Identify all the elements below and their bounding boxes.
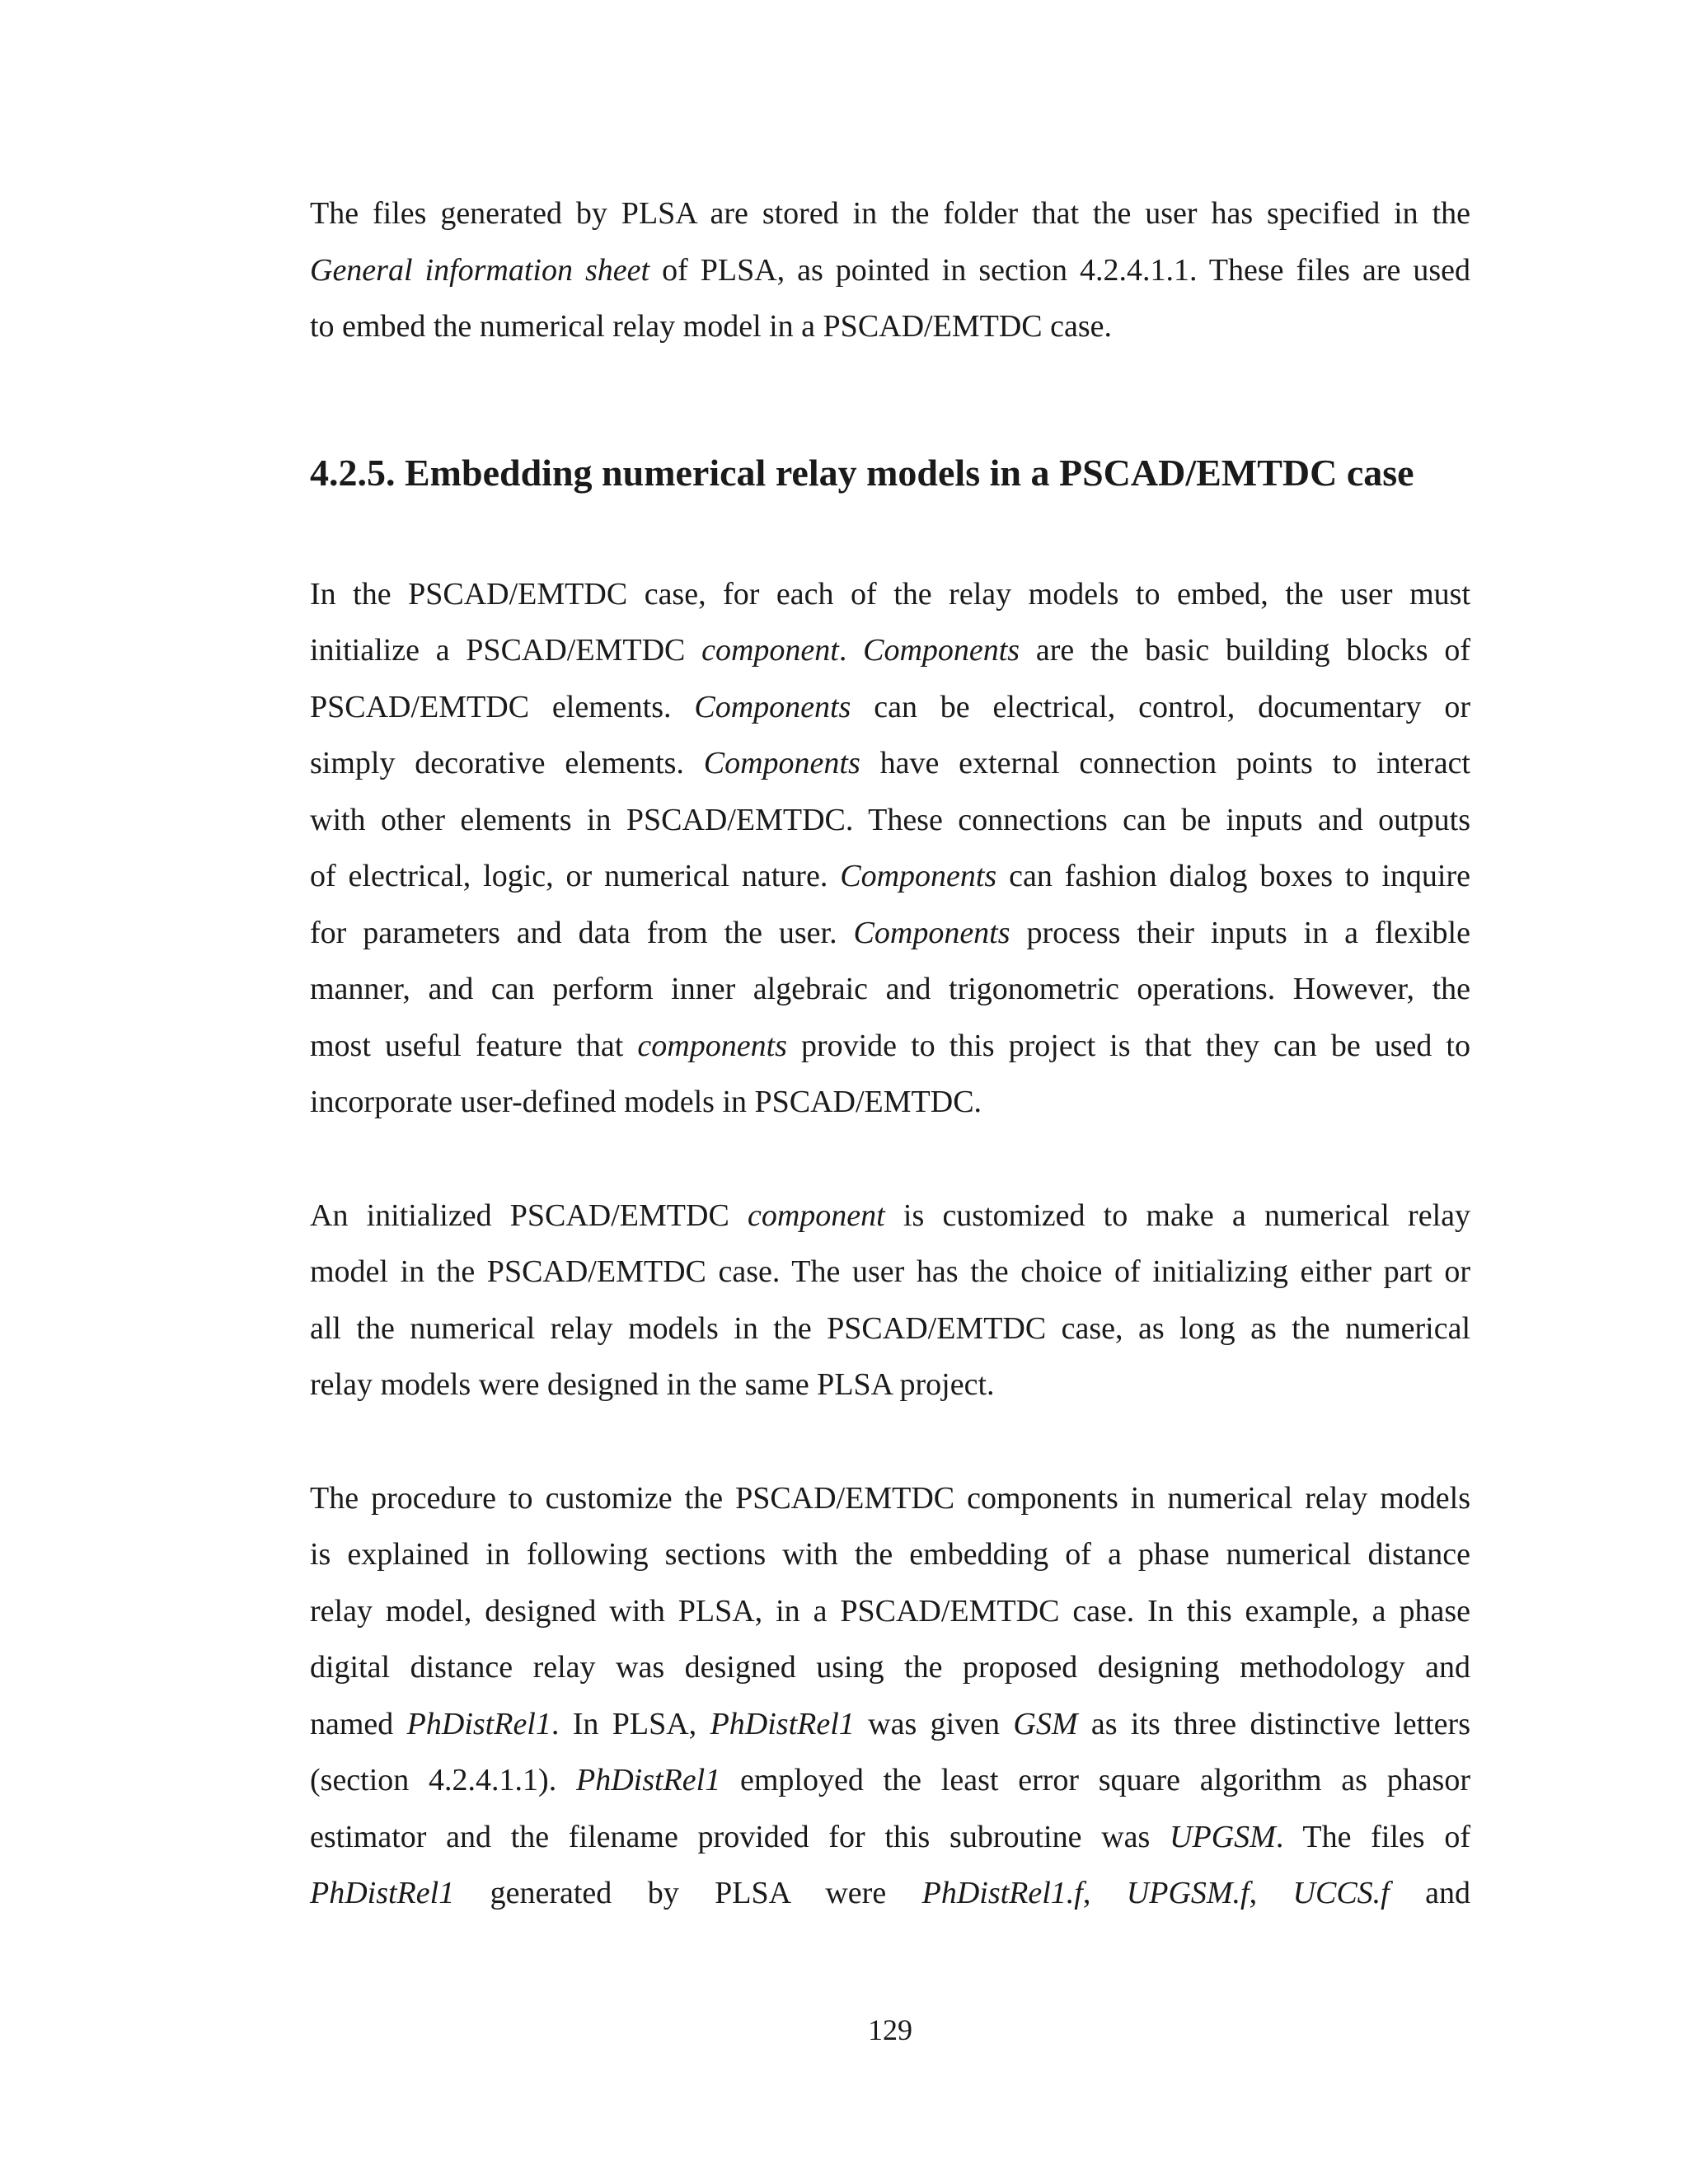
page-number: 129 xyxy=(868,2013,912,2046)
text-run: . xyxy=(838,633,864,668)
text-line xyxy=(310,1357,1470,1413)
text-run: as its three distinctive letters xyxy=(1077,1706,1470,1741)
text-line xyxy=(310,1018,1470,1075)
italic-term: PhDistRel1 xyxy=(710,1706,855,1741)
paragraph-initialized-component xyxy=(310,1188,1470,1413)
italic-term: Components xyxy=(840,859,997,893)
italic-term: PhDistRel1.f xyxy=(921,1876,1083,1910)
text-run: for parameters and data from the user. xyxy=(310,915,854,950)
text-run: , xyxy=(1082,1876,1127,1910)
text-line xyxy=(310,1583,1470,1640)
text-line xyxy=(310,1526,1470,1583)
italic-term: GSM xyxy=(1013,1706,1078,1741)
text-run: An initialized PSCAD/EMTDC xyxy=(310,1197,748,1233)
italic-term: UPGSM.f xyxy=(1126,1876,1250,1910)
text-run: and xyxy=(1389,1876,1471,1910)
text-run: PSCAD/EMTDC elements. xyxy=(310,689,695,724)
text-line xyxy=(310,735,1470,792)
text-run: estimator and the filename provided for this subroutine was xyxy=(310,1819,1170,1854)
text-line xyxy=(310,1696,1470,1753)
text-line xyxy=(310,566,1470,623)
text-run: incorporate user-defined models in PSCAD/EMTDC. xyxy=(310,1085,982,1119)
text-run: with other elements in PSCAD/EMTDC. These connections can be inputs and outputs xyxy=(310,802,1470,837)
text-run: The procedure to customize the PSCAD/EMTDC components in numerical relay models xyxy=(310,1480,1470,1516)
text-line xyxy=(310,1809,1470,1866)
paragraph-procedure xyxy=(310,1470,1470,1922)
text-run: , xyxy=(1249,1876,1293,1910)
italic-term: General information sheet xyxy=(310,252,650,288)
document-page xyxy=(310,185,1470,1922)
text-line xyxy=(310,1752,1470,1809)
text-line xyxy=(310,1470,1470,1527)
text-run: digital distance relay was designed using the proposed designing methodology and xyxy=(310,1650,1470,1685)
text-line xyxy=(310,848,1470,905)
text-run: provide to this project is that they can be used to xyxy=(786,1028,1470,1063)
text-line xyxy=(310,1244,1470,1301)
text-run: . The files of xyxy=(1275,1819,1470,1854)
text-run: most useful feature that xyxy=(310,1028,638,1063)
italic-term: component xyxy=(701,633,839,668)
text-run: (section 4.2.4.1.1). xyxy=(310,1763,576,1797)
text-line xyxy=(310,961,1470,1018)
italic-term: UCCS.f xyxy=(1292,1876,1390,1910)
text-run: process their inputs in a flexible xyxy=(1010,915,1470,950)
italic-term: PhDistRel1 xyxy=(576,1763,721,1797)
text-run: relay models were designed in the same PLSA project. xyxy=(310,1367,995,1402)
italic-term: UPGSM xyxy=(1170,1819,1276,1854)
italic-term: Components xyxy=(853,915,1010,950)
italic-term: Components xyxy=(863,633,1020,668)
text-run: In the PSCAD/EMTDC case, for each of the relay models to embed, the user must xyxy=(310,576,1470,612)
text-line xyxy=(310,792,1470,849)
italic-term: component xyxy=(748,1197,885,1233)
text-run: simply decorative elements. xyxy=(310,746,704,780)
text-line xyxy=(310,242,1470,299)
italic-term: components xyxy=(637,1028,787,1063)
text-line xyxy=(310,905,1470,962)
text-run: model in the PSCAD/EMTDC case. The user has the choice of initializing either part or xyxy=(310,1254,1470,1289)
italic-term: Components xyxy=(694,689,851,724)
text-run: . In PLSA, xyxy=(551,1706,710,1741)
text-run: was given xyxy=(854,1706,1014,1741)
text-line xyxy=(310,1074,1470,1131)
italic-term: PhDistRel1 xyxy=(310,1876,455,1910)
text-run: can fashion dialog boxes to inquire xyxy=(996,859,1470,893)
text-line xyxy=(310,1865,1470,1922)
text-run: of PLSA, as pointed in section 4.2.4.1.1. These files are used xyxy=(649,252,1470,288)
text-run: are the basic building blocks of xyxy=(1020,633,1470,668)
text-run: to embed the numerical relay model in a PSCAD/EMTDC case. xyxy=(310,309,1112,344)
text-run: named xyxy=(310,1706,407,1741)
text-line xyxy=(310,185,1470,242)
text-run: initialize a PSCAD/EMTDC xyxy=(310,633,702,668)
text-line xyxy=(310,622,1470,679)
text-run: have external connection points to interact xyxy=(860,746,1470,780)
italic-term: PhDistRel1 xyxy=(406,1706,551,1741)
section-heading: 4.2.5. Embedding numerical relay models in a PSCAD/EMTDC case xyxy=(310,451,1414,494)
text-run: The files generated by PLSA are stored in the folder that the user has specified in the xyxy=(310,196,1470,231)
text-run: all the numerical relay models in the PSCAD/EMTDC case, as long as the numerical xyxy=(310,1310,1470,1346)
text-run: relay model, designed with PLSA, in a PSCAD/EMTDC case. In this example, a phase xyxy=(310,1593,1470,1629)
text-line xyxy=(310,1188,1470,1244)
text-run: employed the least error square algorithm as phasor xyxy=(720,1763,1471,1797)
text-run: manner, and can perform inner algebraic and trigonometric operations. However, the xyxy=(310,972,1470,1006)
text-run: of electrical, logic, or numerical nature. xyxy=(310,859,841,893)
text-line xyxy=(310,298,1470,355)
intro-paragraph xyxy=(310,185,1470,355)
text-line xyxy=(310,1639,1470,1696)
text-run: is customized to make a numerical relay xyxy=(884,1197,1470,1233)
paragraph-components xyxy=(310,566,1470,1131)
italic-term: Components xyxy=(703,746,860,780)
text-run: can be electrical, control, documentary or xyxy=(851,689,1470,724)
text-line xyxy=(310,1301,1470,1357)
text-line xyxy=(310,679,1470,736)
text-run: is explained in following sections with the embedding of a phase numerical distance xyxy=(310,1537,1470,1572)
text-run: generated by PLSA were xyxy=(454,1876,922,1910)
